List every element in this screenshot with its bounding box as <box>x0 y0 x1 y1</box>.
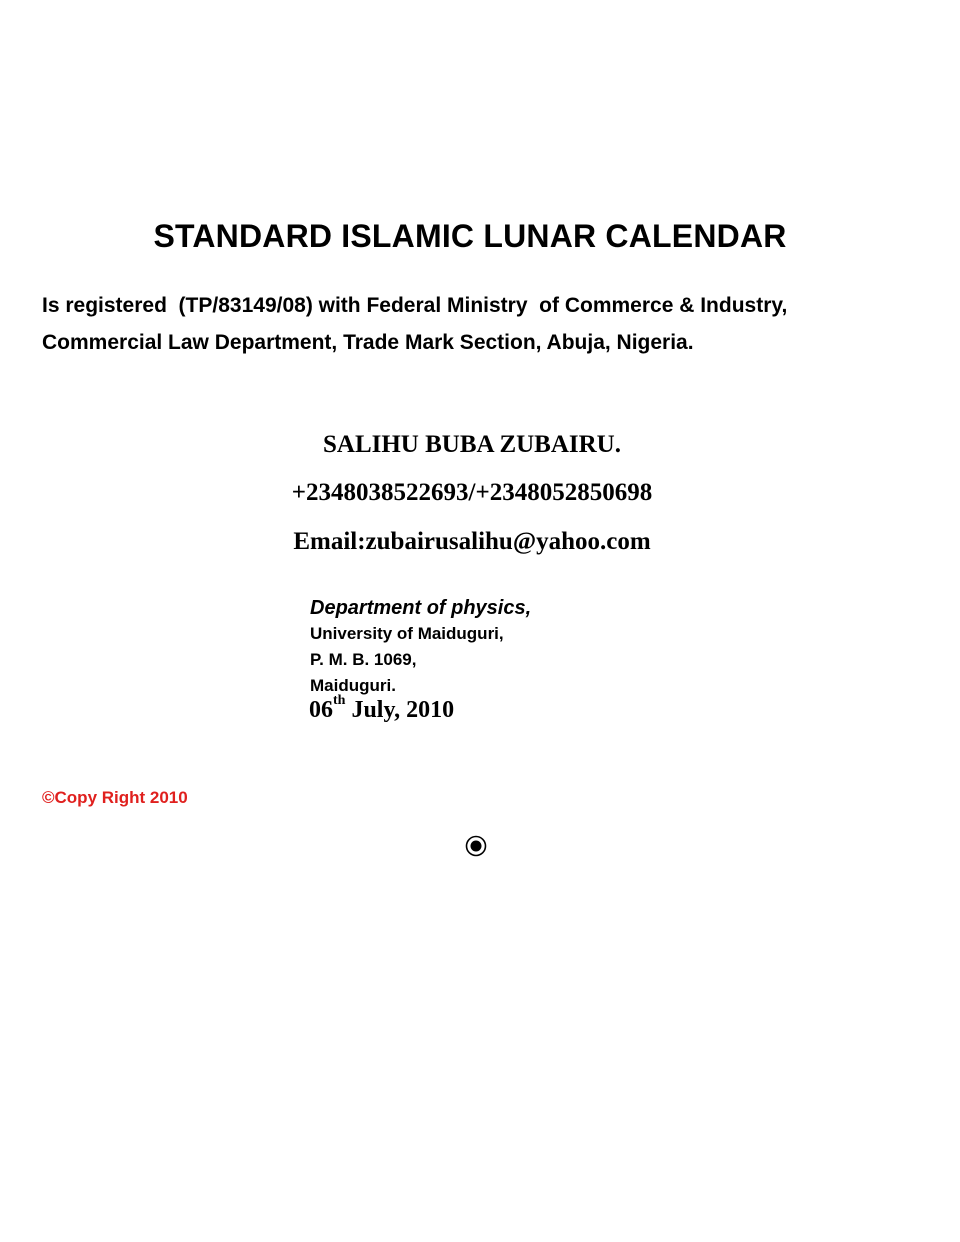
address-university: University of Maiduguri, <box>310 624 504 643</box>
registration-line-1: Is registered (TP/83149/08) with Federal Ministry of Commerce & Industry, <box>42 294 788 317</box>
document-date <box>309 693 455 724</box>
registration-line-2: Commercial Law Department, Trade Mark Section, Abuja, Nigeria. <box>42 331 694 354</box>
document-title: STANDARD ISLAMIC LUNAR CALENDAR <box>153 218 787 254</box>
author-name: SALIHU BUBA ZUBAIRU. <box>323 431 621 458</box>
date-month-year: July, 2010 <box>345 697 455 723</box>
radio-button-icon <box>465 835 487 857</box>
copyright-notice: ©Copy Right 2010 <box>42 788 188 807</box>
date-day: 06 <box>309 697 333 723</box>
address-pmb: P. M. B. 1069, <box>310 650 417 669</box>
address-city: Maiduguri. <box>310 676 396 695</box>
author-phone-numbers: +2348038522693/+2348052850698 <box>291 479 653 506</box>
address-department: Department of physics, <box>310 597 532 619</box>
author-email: Email:zubairusalihu@yahoo.com <box>293 528 651 555</box>
date-day-suffix: th <box>333 693 346 708</box>
